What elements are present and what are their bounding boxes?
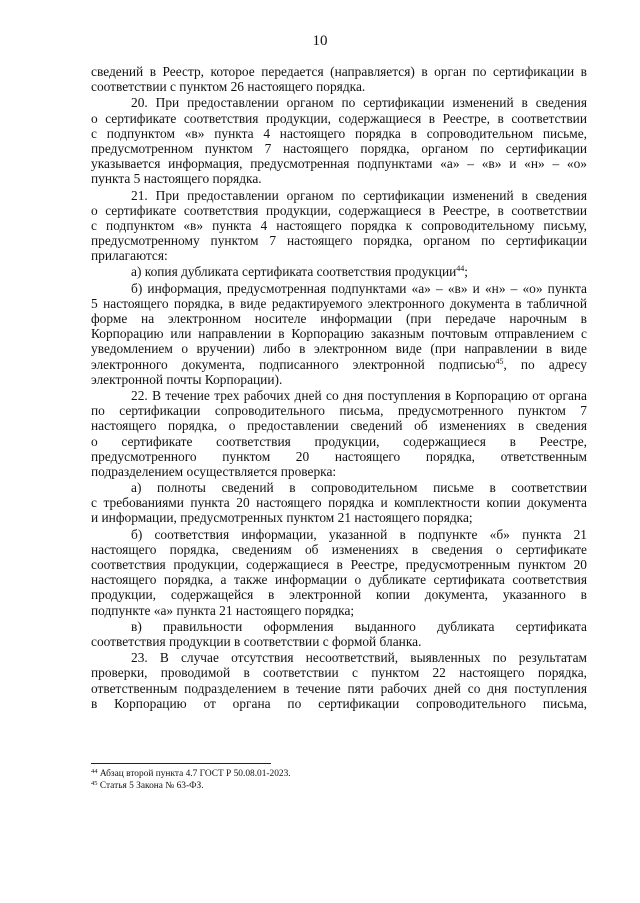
text-line-content: подразделением осуществляется проверка: [91, 463, 337, 479]
text-line-content: предусмотренном пунктом 7 настоящего порядка, органом по сертификации [91, 140, 587, 156]
text-line-content: и информации, предусмотренных пунктом 21 настоящего порядка; [91, 510, 473, 526]
text-line-content: а) копия дубликата сертификата соответствия продукции [131, 264, 457, 280]
text-line-content: электронного документа, подписанного электронной подписью [91, 356, 496, 372]
text-line [91, 171, 587, 186]
footnote-separator [91, 763, 271, 764]
text-line [91, 248, 587, 263]
text-line [91, 126, 587, 141]
footnote-text: Статья 5 Закона № 63-ФЗ. [97, 781, 204, 791]
text-line [91, 418, 587, 433]
footnote-number: 45 [91, 780, 98, 787]
text-line [91, 218, 587, 233]
footnote-reference: 44 [456, 264, 465, 274]
text-line [91, 696, 587, 711]
text-line-content: продукции, содержащейся в электронной копии документа, указанного в [91, 587, 587, 603]
text-line-content: сведений в Реестр, которое передается (направляется) в орган по сертификации в [91, 64, 587, 79]
text-line-content: соответствии с пунктом 26 настоящего порядка. [91, 79, 366, 95]
text-line-content: соответствия продукции, содержащиеся в Реестре, предусмотренным пунктом 20 [91, 557, 587, 572]
text-line-content: б) соответствия информации, указанной в подпункте «б» пункта 21 [131, 526, 587, 542]
text-line-content: о сертификате соответствия продукции, содержащиеся в Реестре, в соответствии [91, 110, 587, 126]
text-line-content: 23. В случае отсутствия несоответствий, выявленных по результатам [131, 650, 587, 666]
text-line [91, 434, 587, 449]
text-line [91, 188, 587, 203]
text-line [91, 634, 587, 649]
text-line [91, 480, 587, 495]
text-line [91, 510, 587, 525]
text-line-content: проверки, проводимой в соответствии с пунктом 22 настоящего порядка, [91, 665, 587, 681]
text-line [91, 372, 587, 387]
text-line-content: по сертификации сопроводительного письма, предусмотренного пунктом 7 [91, 403, 587, 419]
text-line-content: прилагаются: [91, 248, 168, 264]
text-line-content: б) информация, предусмотренная подпунктами «а» – «в» и «н» – «о» пункта [131, 280, 587, 296]
text-line-content: уведомлением о вручении) либо в электронном виде (при направлении в виде [91, 341, 587, 357]
text-line [91, 341, 587, 356]
footnote-reference: 45 [495, 356, 504, 366]
text-line-content: предусмотренному пунктом 7 настоящего порядка, органом по сертификации [91, 233, 587, 249]
text-line-content: указывается информация, предусмотренная подпунктами «а» – «в» и «н» – «о» [91, 156, 587, 172]
page-number: 10 [312, 33, 328, 49]
text-line-content: 22. В течение трех рабочих дней со дня поступления в Корпорацию от органа [131, 387, 587, 403]
text-line [91, 156, 587, 171]
footnote-text: Абзац второй пункта 4.7 ГОСТ Р 50.08.01-2023. [97, 769, 291, 779]
text-line-content: Корпорацию или направлении в Корпорацию заказным почтовым отправлением с [91, 326, 587, 342]
text-line-tail: , по адресу [503, 356, 587, 372]
text-line [91, 264, 587, 279]
text-line [91, 95, 587, 110]
text-line-content: настоящего порядка, о предоставлении сведений об изменениях в сведения [91, 418, 587, 434]
text-line-content: настоящего порядка, а также информации о дубликате сертификата соответствия [91, 572, 587, 588]
text-line [91, 681, 587, 696]
text-line-content: в Корпорацию от органа по сертификации сопроводительного письма, [91, 695, 587, 711]
text-line-content: 20. При предоставлении органом по сертификации изменений в сведения [131, 95, 587, 111]
footnote [91, 768, 587, 780]
text-line [91, 449, 587, 464]
text-line-content: форме на электронном носителе информации (при передаче нарочным в [91, 311, 587, 326]
text-line-content: настоящего порядка, сведениям об изменениях в сведения о сертификате [91, 541, 587, 557]
text-line [91, 388, 587, 403]
text-line [91, 357, 587, 372]
text-line [91, 79, 587, 94]
text-line [91, 572, 587, 587]
text-line-content: 21. При предоставлении органом по сертификации изменений в сведения [131, 187, 587, 203]
text-line-content: о сертификате соответствия продукции, содержащиеся в Реестре, в соответствии [91, 202, 587, 218]
text-line-content: подпункте «а» пункта 21 настоящего порядка; [91, 602, 355, 618]
text-line [91, 203, 587, 218]
text-line-content: 5 настоящего порядка, в виде редактируемого электронного документа в табличной [91, 295, 587, 311]
footnotes [91, 768, 587, 792]
text-line [91, 619, 587, 634]
text-line-content: соответствия продукции в соответствии с формой бланка. [91, 633, 422, 649]
document-body [91, 64, 587, 711]
text-line-content: электронной почты Корпорации). [91, 371, 283, 387]
text-line [91, 557, 587, 572]
text-line-content: пункта 5 настоящего порядка. [91, 171, 262, 187]
text-line [91, 403, 587, 418]
text-line [91, 650, 587, 665]
text-line [91, 603, 587, 618]
text-line [91, 311, 587, 326]
text-line [91, 665, 587, 680]
text-line [91, 495, 587, 510]
text-line [91, 111, 587, 126]
text-line-content: с подпунктом «в» пункта 4 настоящего порядка к сопроводительному письму, [91, 217, 587, 233]
text-line-content: в) правильности оформления выданного дубликата сертификата [131, 618, 587, 634]
text-line [91, 464, 587, 479]
text-line [91, 542, 587, 557]
text-line-content: предусмотренного пунктом 20 настоящего порядка, ответственным [91, 448, 587, 464]
text-line [91, 64, 587, 79]
text-line-content: с подпунктом «в» пункта 4 настоящего порядка в сопроводительном письме, [91, 125, 587, 141]
text-line-content: а) полноты сведений в сопроводительном письме в соответствии [131, 480, 587, 496]
text-line-tail: ; [464, 264, 469, 280]
text-line [91, 296, 587, 311]
text-line [91, 587, 587, 602]
text-line [91, 141, 587, 156]
text-line [91, 326, 587, 341]
text-line-content: ответственным подразделением в течение пяти рабочих дней со дня поступления [91, 680, 587, 696]
text-line-content: о сертификате соответствия продукции, содержащиеся в Реестре, [91, 433, 587, 449]
text-line [91, 281, 587, 296]
text-line-content: с требованиями пункта 20 настоящего порядка и комплектности копии документа [91, 495, 587, 511]
footnote-number: 44 [91, 768, 98, 775]
footnote [91, 780, 587, 792]
text-line [91, 233, 587, 248]
text-line [91, 527, 587, 542]
